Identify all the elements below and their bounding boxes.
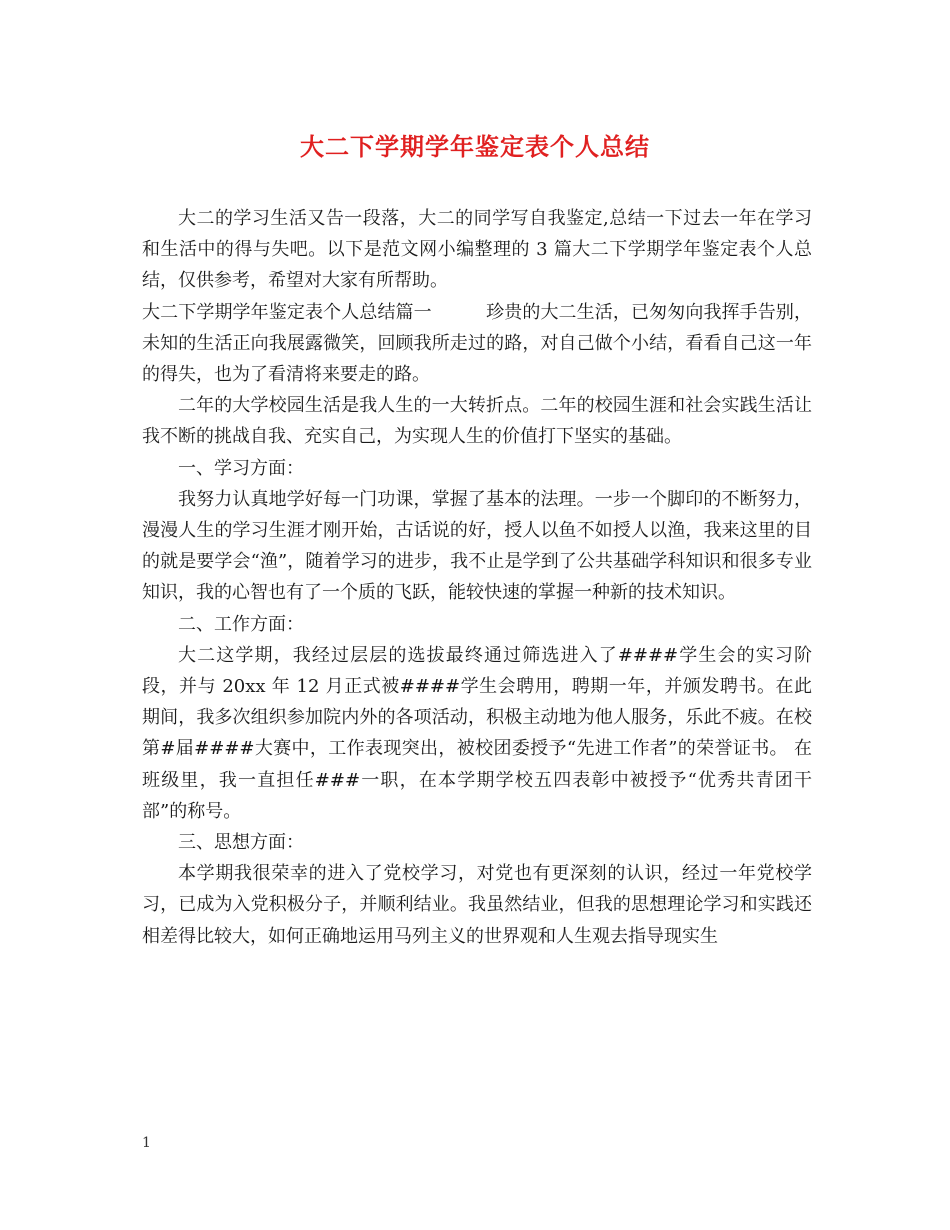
document-body <box>142 203 812 952</box>
document-title: 大二下学期学年鉴定表个人总结 <box>300 132 650 161</box>
intro-paragraph: 大二的学习生活又告一段落，大二的同学写自我鉴定,总结一下过去一年在学习和生活中的得与失吧。以下是范文网小编整理的 3 篇大二下学期学年鉴定表个人总结，仅供参考，希望对大家有所帮助。 <box>142 208 812 292</box>
thought-paragraph: 本学期我很荣幸的进入了党校学习，对党也有更深刻的认识，经过一年党校学习，已成为入党积极分子，并顺利结业。我虽然结业，但我的思想理论学习和实践还相差得比较大，如何正确地运用马列主义的世界观和人生观去指导现实生 <box>142 863 812 947</box>
campus-life-paragraph: 二年的大学校园生活是我人生的一大转折点。二年的校园生涯和社会实践生活让我不断的挑战自我、充实自己，为实现人生的价值打下坚实的基础。 <box>142 395 812 448</box>
page-number: 1 <box>142 1135 151 1151</box>
section-one-intro-paragraph: 大二下学期学年鉴定表个人总结篇一 珍贵的大二生活，已匆匆向我挥手告别，未知的生活正向我展露微笑，回顾我所走过的路，对自己做个小结，看看自己这一年的得失，也为了看清将来要走的路。 <box>142 301 812 386</box>
study-heading: 一、学习方面： <box>178 457 304 479</box>
work-heading: 二、工作方面： <box>178 613 304 635</box>
study-paragraph: 我努力认真地学好每一门功课，掌握了基本的法理。一步一个脚印的不断努力，漫漫人生的学习生涯才刚开始，古话说的好，授人以鱼不如授人以渔，我来这里的目的就是要学会“渔”，随着学习的进步，我不止是学到了公共基础学科知识和很多专业知识，我的心智也有了一个质的飞跃，能较快速的掌握一种新的技术知识。 <box>142 488 812 604</box>
thought-heading: 三、思想方面： <box>178 832 304 854</box>
work-paragraph: 大二这学期，我经过层层的选拔最终通过筛选进入了####学生会的实习阶段，并与 20xx 年 12 月正式被####学生会聘用，聘期一年，并颁发聘书。在此期间，我多次组织参加院内外的各项活动，积极主动地为他人服务，乐此不疲。在校第#届####大赛中，工作表现突出，被校团委授予“先进工作者”的荣誉证书。 在班级里，我一直担任###一职，在本学期学校五四表彰中被授予“优秀共青团干部”的称号。 <box>142 644 812 822</box>
